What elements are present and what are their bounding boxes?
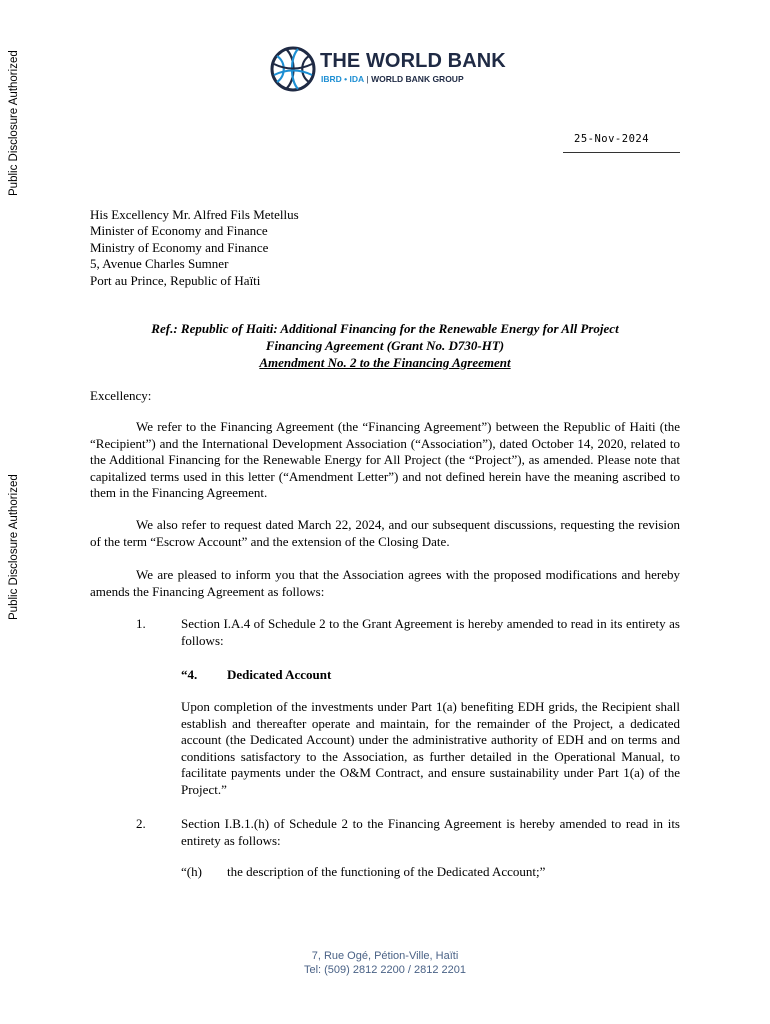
address-line: His Excellency Mr. Alfred Fils Metellus [90, 207, 299, 222]
logo-separator: • [341, 74, 350, 84]
footer-phone: Tel: (509) 2812 2200 / 2812 2201 [303, 964, 467, 976]
quote-number: “(h) [181, 864, 202, 879]
item-text: Section I.A.4 of Schedule 2 to the Grant Agreement is hereby amended to read in its entirety as follows: [181, 616, 680, 648]
recipient-address [90, 207, 299, 289]
reference-line: Ref.: Republic of Haiti: Additional Financing for the Renewable Energy for All Project [151, 321, 619, 336]
salutation: Excellency: [90, 388, 152, 403]
side-disclosure-label: Public Disclosure Authorized [8, 50, 20, 196]
letter-date: 25-Nov-2024 [574, 133, 650, 145]
address-line: Port au Prince, Republic of Haïti [90, 272, 261, 288]
world-bank-logo [268, 44, 508, 96]
globe-icon [268, 44, 318, 94]
logo-subtitle [321, 74, 464, 84]
item-number: 1. [136, 616, 146, 631]
reference-amendment-title: Amendment No. 2 to the Financing Agreement [259, 355, 511, 370]
logo-ida: IDA [349, 74, 365, 84]
side-disclosure-label: Public Disclosure Authorized [8, 474, 20, 620]
paragraph: We also refer to request dated March 22, 2024, and our subsequent discussions, requesting the revision of the term “Escrow Account” and the extension of the Closing Date. [90, 517, 680, 549]
date-underline [563, 152, 680, 153]
address-line: 5, Avenue Charles Sumner [90, 256, 229, 272]
item-number: 2. [136, 816, 146, 831]
address-line: Ministry of Economy and Finance [90, 239, 269, 255]
quote-number: “4. [181, 667, 198, 682]
footer-address: 7, Rue Ogé, Pétion-Ville, Haïti [311, 950, 459, 962]
paragraph: We are pleased to inform you that the Association agrees with the proposed modifications and hereby amends the Financing Agreement as follows: [90, 567, 680, 599]
logo-ibrd: IBRD [321, 74, 342, 84]
reference-line: Financing Agreement (Grant No. D730-HT) [265, 338, 505, 353]
reference-block [90, 320, 680, 371]
paragraph: We refer to the Financing Agreement (the “Financing Agreement”) between the Republic of Haiti (the “Recipient”) and the International Development Association (“Association”), dated October 14, 2020, related to the Additional Financing for the Renewable Energy for All Project (the “Project”), as amended. Please note that capitalized terms used in this letter (“Amendment Letter”) and not defined herein have the meaning ascribed to them in the Financing Agreement. [90, 419, 680, 501]
logo-title: THE WORLD BANK [320, 50, 506, 72]
quote-text: the description of the functioning of the Dedicated Account;” [227, 864, 546, 879]
item-text: Section I.B.1.(h) of Schedule 2 to the Financing Agreement is hereby amended to read in its entirety as follows: [181, 816, 680, 848]
quote-heading: Dedicated Account [227, 667, 332, 682]
address-line: Minister of Economy and Finance [90, 223, 268, 239]
logo-separator: | [364, 74, 372, 84]
logo-group: WORLD BANK GROUP [371, 74, 464, 84]
quote-body: Upon completion of the investments under Part 1(a) benefiting EDH grids, the Recipient shall establish and thereafter operate and maintain, for the remainder of the Project, a dedicated account (the Dedicated Account) under the administrative authority of EDH and on terms and conditions satisfactory to the Association, as further detailed in the Operational Manual, to facilitate payments under the O&M Contract, and ensure sustainability under Part 1(a) of the Project.” [181, 699, 680, 797]
